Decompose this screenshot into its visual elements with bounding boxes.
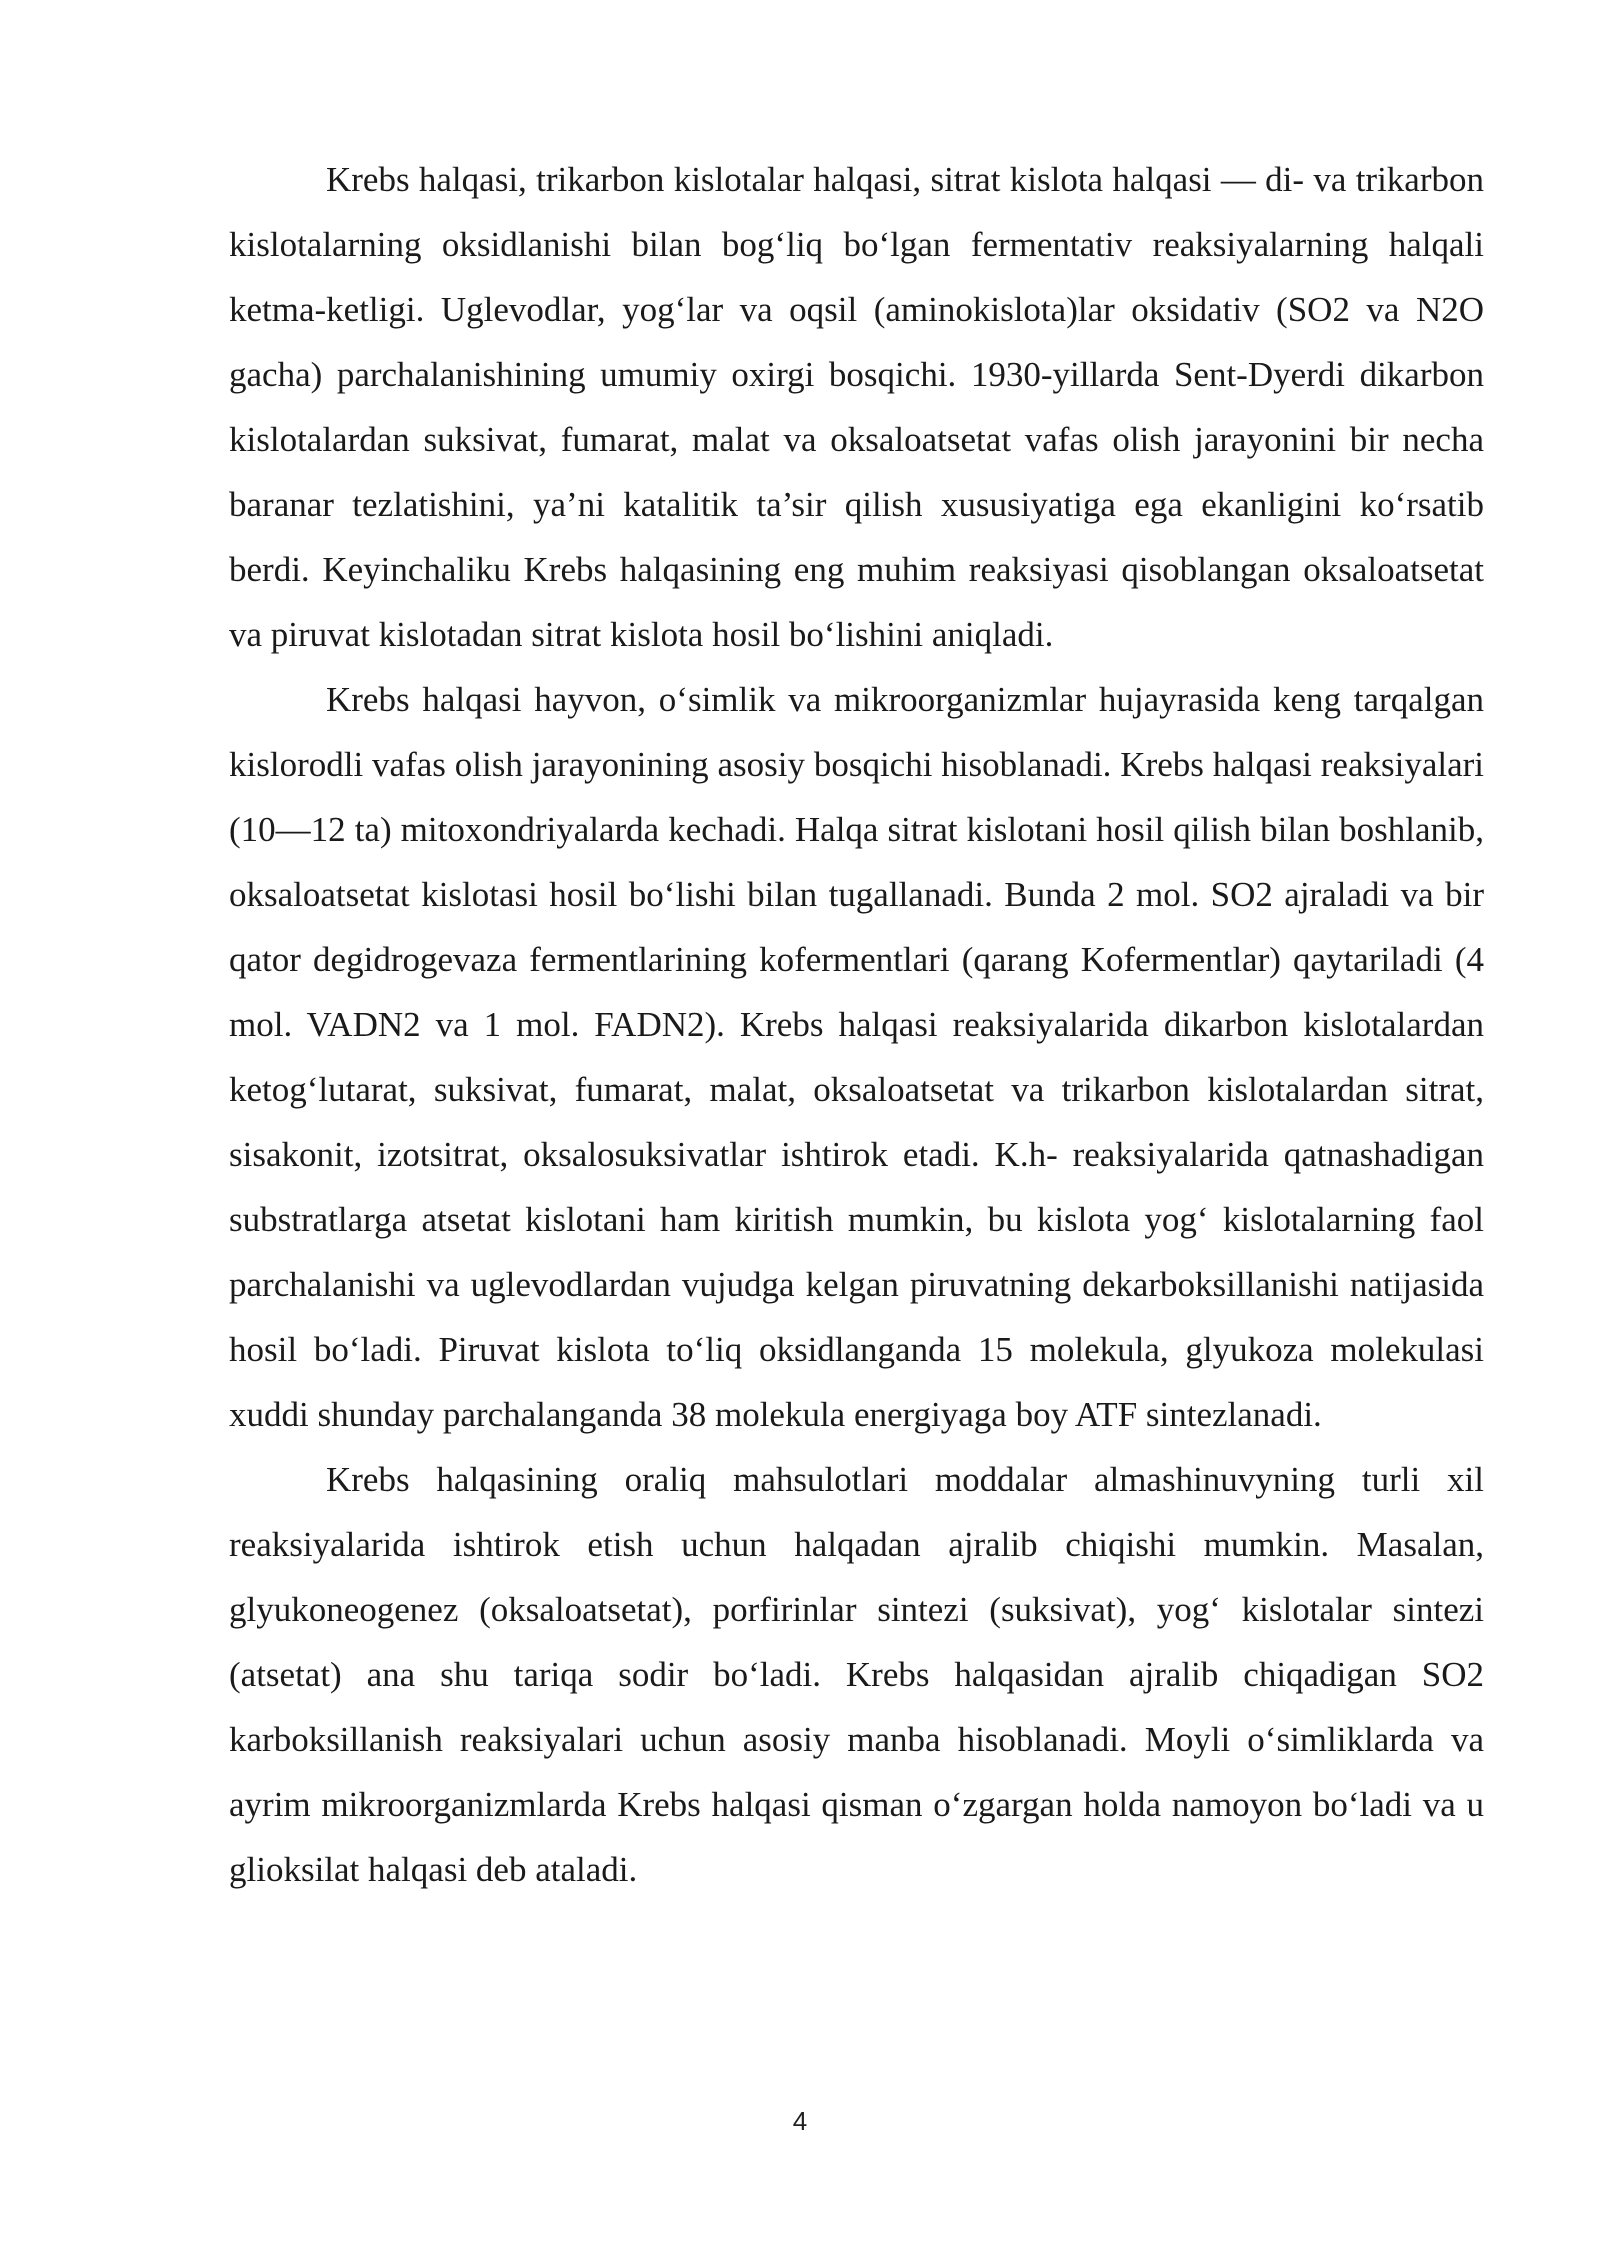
paragraph-3: Krebs halqasining oraliq mahsulotlari moddalar almashinuvyning turli xil reaksiyalarida ishtirok etish uchun halqadan ajralib chiqishi mumkin. Masalan, glyukoneogenez (oksaloatsetat), porfirinlar sintezi (suksivat), yog‘ kislotalar sintezi (atsetat) ana shu tariqa sodir bo‘ladi. Krebs halqasidan ajralib chiqadigan SO2 karboksillanish reaksiyalari uchun asosiy manba hisoblanadi. Moyli o‘simliklarda va ayrim mikroorganizmlarda Krebs halqasi qisman o‘zgargan holda namoyon bo‘ladi va u glioksilat halqasi deb ataladi.: [229, 1460, 1484, 1889]
body-text: [229, 147, 1484, 1902]
paragraph-1: Krebs halqasi, trikarbon kislotalar halqasi, sitrat kislota halqasi — di- va trikarbon kislotalarning oksidlanishi bilan bog‘liq bo‘lgan fermentativ reaksiyalarning halqali ketma-ketligi. Uglevodlar, yog‘lar va oqsil (aminokislota)lar oksidativ (SO2 va N2O gacha) parchalanishining umumiy oxirgi bosqichi. 1930-yillarda Sent-Dyerdi dikarbon kislotalardan suksivat, fumarat, malat va oksaloatsetat vafas olish jarayonini bir necha baranar tezlatishini, ya’ni katalitik ta’sir qilish xususiyatiga ega ekanligini ko‘rsatib berdi. Keyinchaliku Krebs halqasining eng muhim reaksiyasi qisoblangan oksaloatsetat va piruvat kislotadan sitrat kislota hosil bo‘lishini aniqladi.: [229, 160, 1484, 654]
page-number: 4: [792, 2106, 808, 2136]
paragraph-2: Krebs halqasi hayvon, o‘simlik va mikroorganizmlar hujayrasida keng tarqalgan kislorodli vafas olish jarayonining asosiy bosqichi hisoblanadi. Krebs halqasi reaksiyalari (10—12 ta) mitoxondriyalarda kechadi. Halqa sitrat kislotani hosil qilish bilan boshlanib, oksaloatsetat kislotasi hosil bo‘lishi bilan tugallanadi. Bunda 2 mol. SO2 ajraladi va bir qator degidrogevaza fermentlarining kofermentlari (qarang Kofermentlar) qaytariladi (4 mol. VADN2 va 1 mol. FADN2). Krebs halqasi reaksiyalarida dikarbon kislotalardan ketog‘lutarat, suksivat, fumarat, malat, oksaloatsetat va trikarbon kislotalardan sitrat, sisakonit, izotsitrat, oksalosuksivatlar ishtirok etadi. K.h- reaksiyalarida qatnashadigan substratlarga atsetat kislotani ham kiritish mumkin, bu kislota yog‘ kislotalarning faol parchalanishi va uglevodlardan vujudga kelgan piruvatning dekarboksillanishi natijasida hosil bo‘ladi. Piruvat kislota to‘liq oksidlanganda 15 molekula, glyukoza molekulasi xuddi shunday parchalanganda 38 molekula energiyaga boy ATF sintezlanadi.: [229, 680, 1484, 1434]
